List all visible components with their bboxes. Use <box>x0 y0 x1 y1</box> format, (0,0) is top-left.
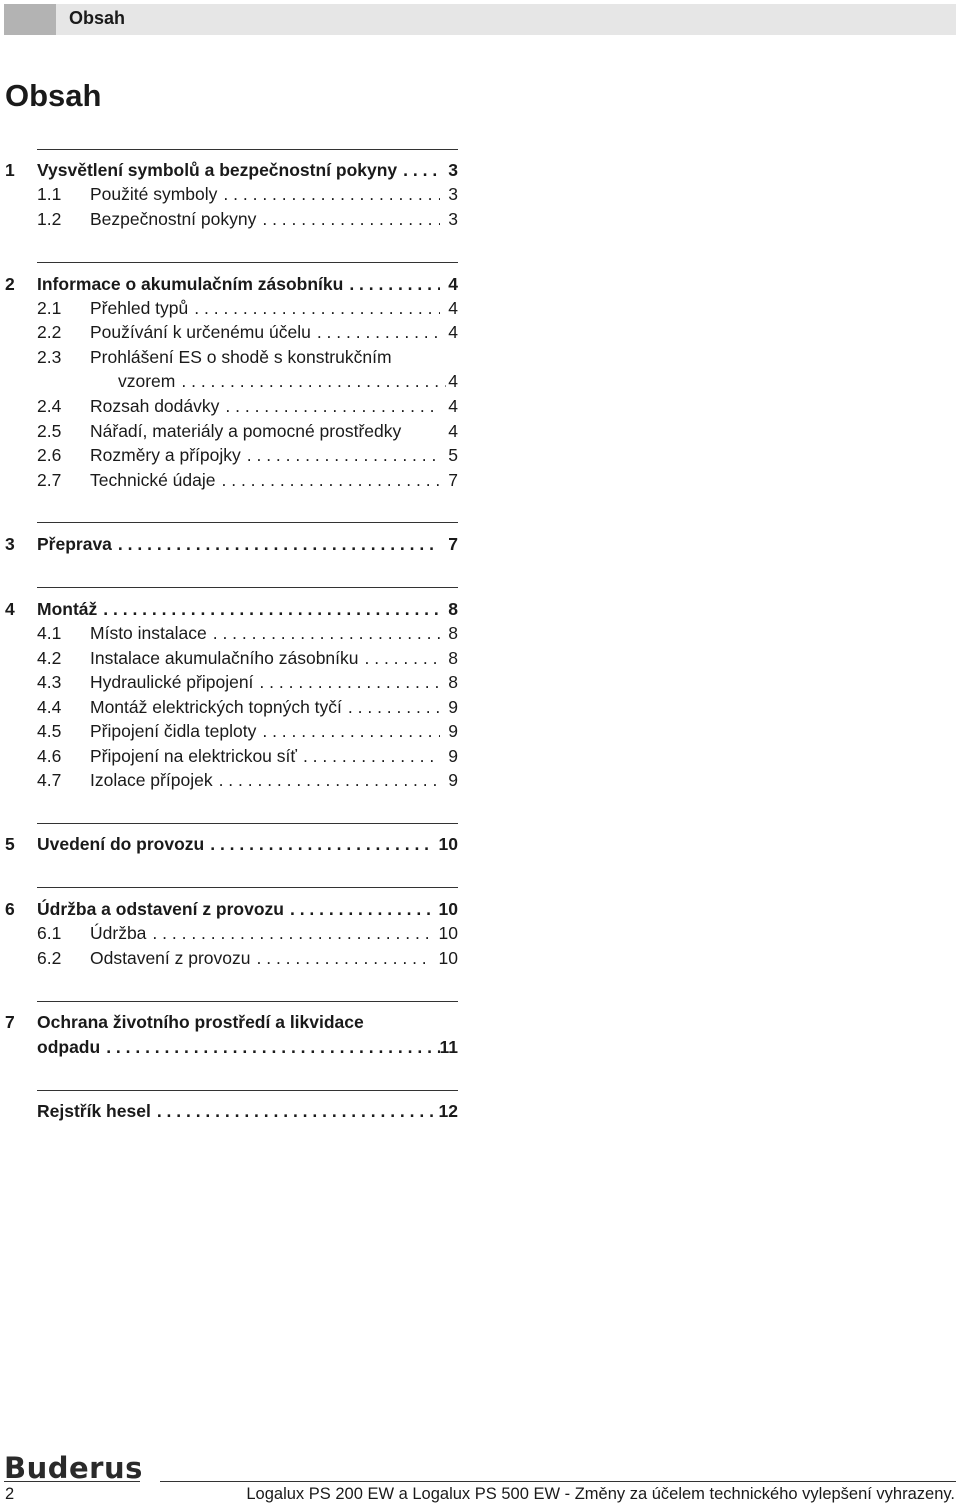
toc-page: 8 <box>448 648 458 668</box>
section-divider <box>37 262 458 263</box>
toc-page: 10 <box>438 834 458 854</box>
toc-page: 7 <box>448 534 458 554</box>
toc-number: 2.5 <box>37 421 62 441</box>
leader-dots <box>365 646 441 670</box>
toc-entry-2-5[interactable] <box>5 419 458 443</box>
toc-label: Údržba <box>90 923 147 943</box>
footer-divider <box>160 1481 956 1482</box>
toc-label: Rozsah dodávky <box>90 396 220 416</box>
toc-label: Hydraulické připojení <box>90 672 254 692</box>
toc-page: 3 <box>448 184 458 204</box>
toc-page: 7 <box>448 470 458 490</box>
toc-entry-6-2[interactable] <box>5 946 458 970</box>
toc-label: Místo instalace <box>90 623 207 643</box>
leader-dots <box>223 182 440 206</box>
toc-label: Rejstřík hesel <box>37 1101 151 1121</box>
toc-number: 1 <box>5 160 15 180</box>
toc-number: 4.7 <box>37 770 62 790</box>
toc-number: 2 <box>5 274 15 294</box>
toc-number: 7 <box>5 1012 15 1032</box>
toc-entry-4-5[interactable] <box>5 719 458 743</box>
toc-page: 4 <box>448 396 458 416</box>
toc-number: 5 <box>5 834 15 854</box>
leader-dots <box>303 744 440 768</box>
header-title: Obsah <box>69 8 126 28</box>
toc-number: 4.5 <box>37 721 62 741</box>
leader-dots <box>222 468 441 492</box>
toc-label: Instalace akumulačního zásobníku <box>90 648 359 668</box>
toc-page: 11 <box>439 1037 458 1057</box>
toc-entry-6[interactable] <box>5 897 458 921</box>
leader-dots <box>106 1035 439 1059</box>
leader-dots <box>257 946 433 970</box>
toc-page: 8 <box>448 599 458 619</box>
leader-dots <box>349 272 440 296</box>
toc-number: 4.4 <box>37 697 62 717</box>
leader-dots <box>290 897 433 921</box>
footer-page-number: 2 <box>5 1485 15 1503</box>
toc-label: Montáž elektrických topných tyčí <box>90 697 342 717</box>
toc-page: 4 <box>448 298 458 318</box>
toc-number: 2.6 <box>37 445 62 465</box>
toc-entry-2-1[interactable] <box>5 296 458 320</box>
toc-page: 10 <box>438 948 458 968</box>
section-divider <box>37 149 458 150</box>
toc-page: 4 <box>448 322 458 342</box>
footer-text: Logalux PS 200 EW a Logalux PS 500 EW - Změny za účelem technického vylepšení vyhrazeny. <box>246 1485 955 1503</box>
toc-entry-6-1[interactable] <box>5 921 458 945</box>
toc-number: 2.1 <box>37 298 62 318</box>
toc-entry-5[interactable] <box>5 832 458 856</box>
toc-label: Bezpečnostní pokyny <box>90 209 257 229</box>
toc-page: 3 <box>448 209 458 229</box>
leader-dots <box>262 207 440 231</box>
toc-entry-2-6[interactable] <box>5 443 458 467</box>
toc-entry-1-1[interactable] <box>5 182 458 206</box>
toc-label: Připojení čidla teploty <box>90 721 257 741</box>
toc-page: 8 <box>448 623 458 643</box>
toc-number: 6.2 <box>37 948 62 968</box>
toc-entry-4-7[interactable] <box>5 768 458 792</box>
leader-dots <box>247 443 440 467</box>
toc-label: Odstavení z provozu <box>90 948 251 968</box>
toc-entry-4-2[interactable] <box>5 646 458 670</box>
toc-label: Technické údaje <box>90 470 216 490</box>
leader-dots <box>348 695 440 719</box>
toc-label: Použité symboly <box>90 184 218 204</box>
toc-entry-4-6[interactable] <box>5 744 458 768</box>
toc-entry-index[interactable] <box>37 1099 458 1123</box>
toc-page: 4 <box>448 371 458 391</box>
toc-entry-2-3-continued[interactable] <box>118 369 458 393</box>
toc-entry-7-continued[interactable] <box>37 1035 458 1059</box>
toc-entry-1[interactable] <box>5 158 458 182</box>
leader-dots <box>317 320 440 344</box>
toc-entry-4[interactable] <box>5 597 458 621</box>
leader-dots <box>103 597 440 621</box>
leader-dots <box>118 532 440 556</box>
toc-label: Montáž <box>37 599 98 619</box>
toc-page: 4 <box>448 274 458 294</box>
toc-number: 6 <box>5 899 15 919</box>
toc-number: 2.2 <box>37 322 62 342</box>
toc-entry-2-7[interactable] <box>5 468 458 492</box>
toc-entry-4-1[interactable] <box>5 621 458 645</box>
leader-dots <box>157 1099 433 1123</box>
toc-label: Vysvětlení symbolů a bezpečnostní pokyny <box>37 160 398 180</box>
toc-number: 4.1 <box>37 623 62 643</box>
leader-dots <box>262 719 440 743</box>
footer-divider-left <box>4 1481 140 1482</box>
toc-page: 10 <box>438 899 458 919</box>
toc-entry-2-4[interactable] <box>5 394 458 418</box>
toc-label: Přeprava <box>37 534 112 554</box>
leader-dots <box>181 369 446 393</box>
toc-label: Prohlášení ES o shodě s konstrukčním <box>90 347 392 367</box>
section-divider <box>37 1001 458 1002</box>
toc-number: 1.2 <box>37 209 62 229</box>
leader-dots <box>194 296 440 320</box>
toc-label: Ochrana životního prostředí a likvidace <box>37 1012 364 1032</box>
toc-page: 9 <box>448 697 458 717</box>
toc-page: 9 <box>448 746 458 766</box>
leader-dots <box>213 621 440 645</box>
toc-entry-2-2[interactable] <box>5 320 458 344</box>
toc-label: Uvedení do provozu <box>37 834 205 854</box>
toc-label: Údržba a odstavení z provozu <box>37 899 284 919</box>
toc-label: Připojení na elektrickou síť <box>90 746 297 766</box>
toc-page: 8 <box>448 672 458 692</box>
toc-number: 4 <box>5 599 15 619</box>
toc-number: 3 <box>5 534 15 554</box>
toc-entry-2[interactable] <box>5 272 458 296</box>
toc-page: 3 <box>448 160 458 180</box>
section-divider <box>37 522 458 523</box>
leader-dots <box>225 394 440 418</box>
section-divider <box>37 823 458 824</box>
leader-dots <box>152 921 432 945</box>
toc-number: 2.7 <box>37 470 62 490</box>
leader-dots <box>210 832 432 856</box>
toc-label: Přehled typů <box>90 298 189 318</box>
section-divider <box>37 1090 458 1091</box>
toc-label: Rozměry a přípojky <box>90 445 241 465</box>
toc-number: 4.3 <box>37 672 62 692</box>
toc-entry-2-3[interactable] <box>5 345 458 369</box>
toc-label: Používání k určenému účelu <box>90 322 311 342</box>
toc-number: 1.1 <box>37 184 62 204</box>
page-title: Obsah <box>5 78 102 113</box>
section-divider <box>37 587 458 588</box>
leader-dots <box>219 768 440 792</box>
header-tab-marker <box>4 4 56 35</box>
toc-number: 4.6 <box>37 746 62 766</box>
section-divider <box>37 887 458 888</box>
toc-label: Nářadí, materiály a pomocné prostředky <box>90 421 402 441</box>
toc-entry-4-4[interactable] <box>5 695 458 719</box>
toc-entry-7[interactable] <box>5 1010 458 1034</box>
toc-page: 5 <box>448 445 458 465</box>
buderus-logo: Buderus <box>4 1451 143 1485</box>
toc-entry-3[interactable] <box>5 532 458 556</box>
toc-entry-4-3[interactable] <box>5 670 458 694</box>
toc-number: 6.1 <box>37 923 62 943</box>
toc-number: 2.4 <box>37 396 62 416</box>
leader-dots <box>403 158 440 182</box>
leader-dots <box>259 670 440 694</box>
toc-page: 10 <box>438 923 458 943</box>
toc-label-continued: odpadu <box>37 1037 101 1057</box>
toc-entry-1-2[interactable] <box>5 207 458 231</box>
toc-number: 2.3 <box>37 347 62 367</box>
toc-label: Izolace přípojek <box>90 770 213 790</box>
toc-label: Informace o akumulačním zásobníku <box>37 274 344 294</box>
toc-page: 9 <box>448 770 458 790</box>
header-bar <box>4 4 956 35</box>
toc-number: 4.2 <box>37 648 62 668</box>
toc-page: 12 <box>438 1101 458 1121</box>
toc-label-continued: vzorem <box>118 371 176 391</box>
toc-page: 4 <box>448 421 458 441</box>
toc-page: 9 <box>448 721 458 741</box>
